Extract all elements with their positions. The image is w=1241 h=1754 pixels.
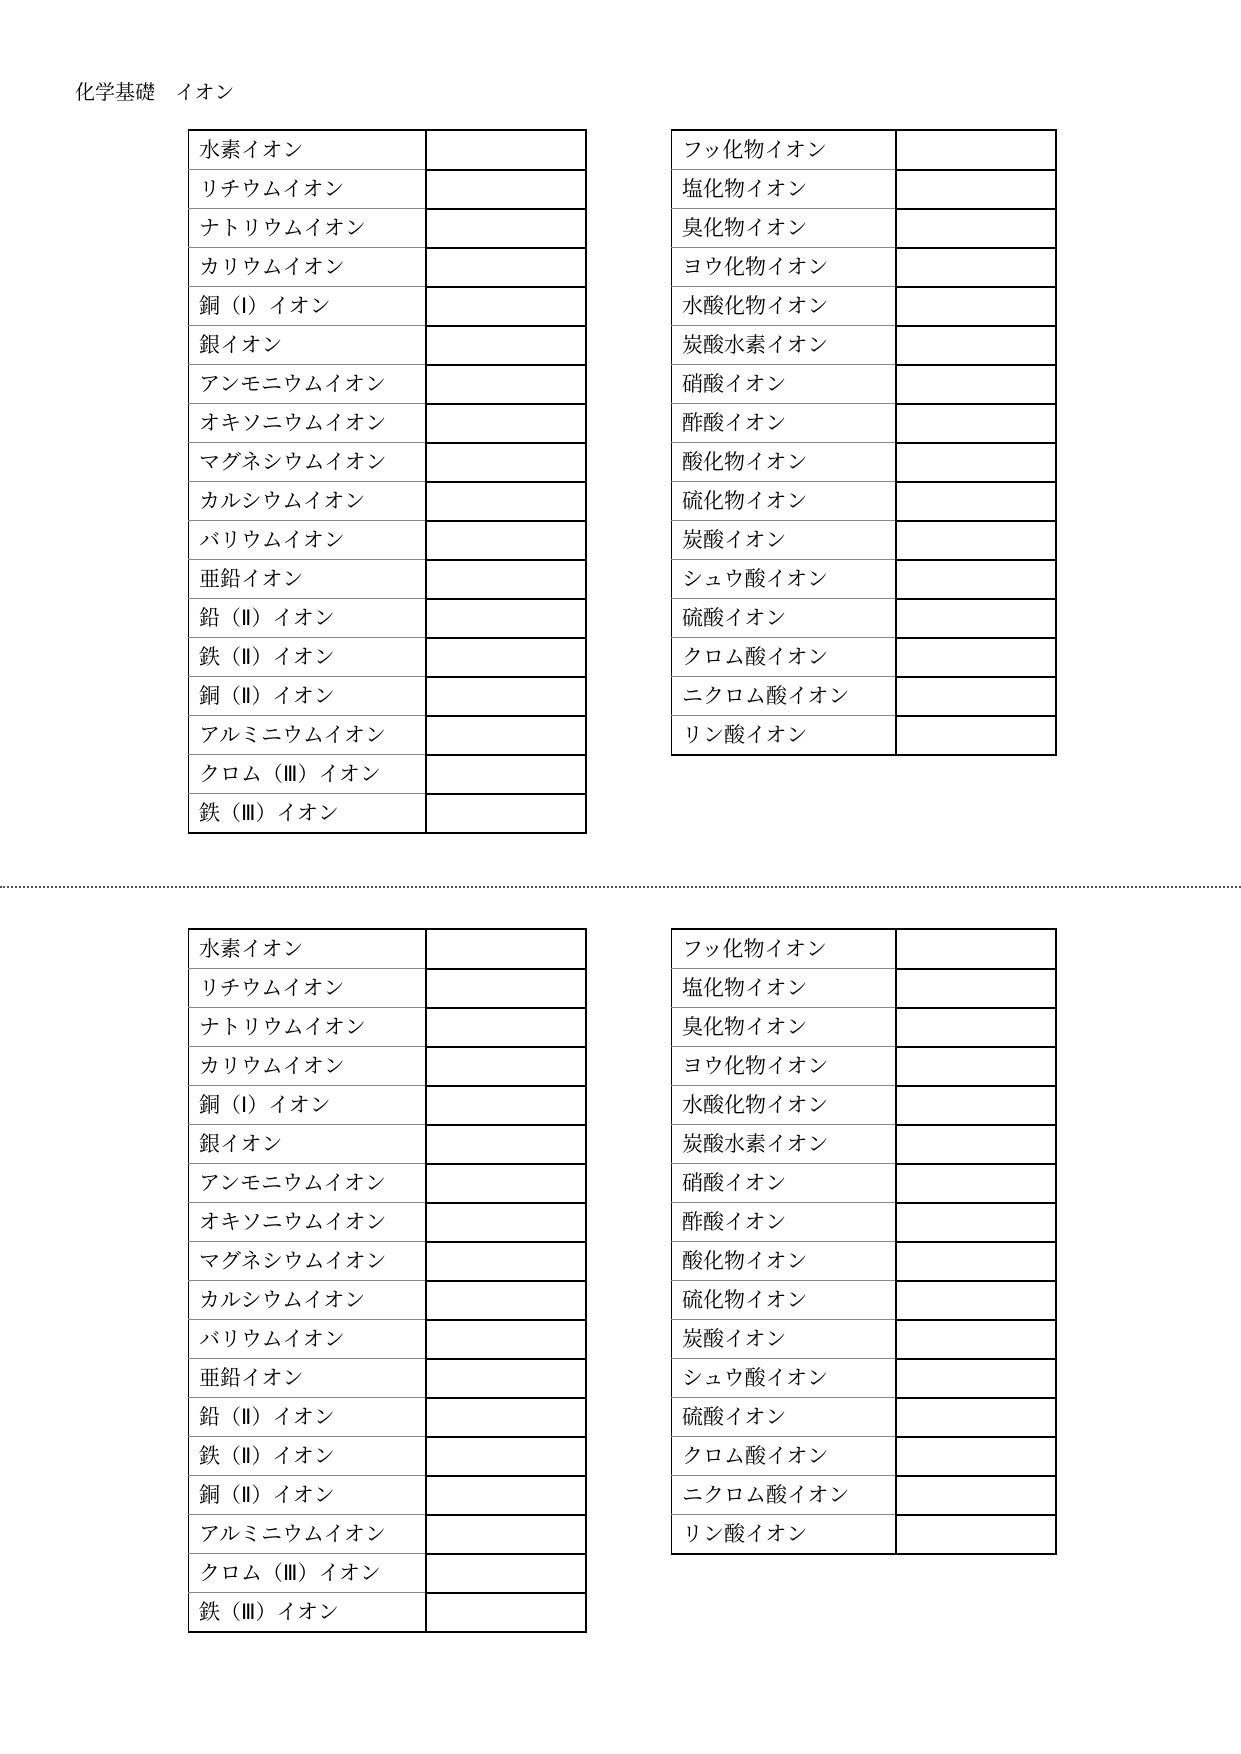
table-row <box>672 287 1056 326</box>
ion-name-cell: 亜鉛イオン <box>189 1359 426 1398</box>
answer-cell[interactable] <box>896 326 1056 365</box>
answer-cell[interactable] <box>896 170 1056 209</box>
table-row <box>189 1047 586 1086</box>
ion-name-cell: 鉄（Ⅱ）イオン <box>189 638 426 677</box>
table-row <box>189 365 586 404</box>
table-row <box>672 365 1056 404</box>
ion-name-cell: 亜鉛イオン <box>189 560 426 599</box>
ion-name-cell: 水素イオン <box>189 929 426 969</box>
table-row <box>189 443 586 482</box>
table-row <box>189 130 586 170</box>
ion-name-cell: 銅（Ⅱ）イオン <box>189 677 426 716</box>
table-row <box>672 1437 1056 1476</box>
ion-name-cell: 銀イオン <box>189 326 426 365</box>
table-row <box>672 404 1056 443</box>
answer-cell[interactable] <box>426 1359 586 1398</box>
ion-name-cell: アルミニウムイオン <box>189 1515 426 1554</box>
answer-cell[interactable] <box>896 1242 1056 1281</box>
answer-cell[interactable] <box>896 365 1056 404</box>
answer-cell[interactable] <box>896 1476 1056 1515</box>
table-row <box>189 677 586 716</box>
answer-cell[interactable] <box>426 1203 586 1242</box>
table-row <box>189 755 586 794</box>
table-row <box>672 1320 1056 1359</box>
ion-name-cell: アンモニウムイオン <box>189 365 426 404</box>
ion-name-cell: 硝酸イオン <box>672 1164 896 1203</box>
table-row <box>672 1047 1056 1086</box>
dotted-cut-line <box>0 886 1241 888</box>
answer-cell[interactable] <box>426 1476 586 1515</box>
answer-cell[interactable] <box>426 755 586 794</box>
ion-name-cell: 硫酸イオン <box>672 599 896 638</box>
answer-cell[interactable] <box>896 443 1056 482</box>
ion-name-cell: カルシウムイオン <box>189 1281 426 1320</box>
page-title: 化学基礎 イオン <box>75 80 235 104</box>
ion-name-cell: カリウムイオン <box>189 1047 426 1086</box>
ion-name-cell: 鉄（Ⅲ）イオン <box>189 1593 426 1633</box>
table-row <box>672 1008 1056 1047</box>
table-row <box>672 599 1056 638</box>
ion-name-cell: ニクロム酸イオン <box>672 677 896 716</box>
table-row <box>189 170 586 209</box>
table-row <box>672 677 1056 716</box>
ion-name-cell: 塩化物イオン <box>672 170 896 209</box>
answer-cell[interactable] <box>896 1008 1056 1047</box>
ion-name-cell: リチウムイオン <box>189 170 426 209</box>
ion-name-cell: クロム（Ⅲ）イオン <box>189 755 426 794</box>
answer-cell[interactable] <box>426 929 586 969</box>
answer-cell[interactable] <box>896 1203 1056 1242</box>
table-row <box>189 1515 586 1554</box>
answer-cell[interactable] <box>896 209 1056 248</box>
answer-cell[interactable] <box>896 560 1056 599</box>
answer-cell[interactable] <box>896 1281 1056 1320</box>
table-row <box>189 638 586 677</box>
cation-table <box>188 928 587 1633</box>
table-row <box>189 1086 586 1125</box>
answer-cell[interactable] <box>426 1320 586 1359</box>
table-row <box>189 1281 586 1320</box>
ion-name-cell: リン酸イオン <box>672 716 896 756</box>
answer-cell[interactable] <box>426 716 586 755</box>
table-row <box>672 1086 1056 1125</box>
answer-cell[interactable] <box>426 1398 586 1437</box>
ion-name-cell: アンモニウムイオン <box>189 1164 426 1203</box>
table-row <box>189 1008 586 1047</box>
ion-name-cell: 銀イオン <box>189 1125 426 1164</box>
ion-name-cell: ナトリウムイオン <box>189 209 426 248</box>
answer-cell[interactable] <box>896 404 1056 443</box>
answer-cell[interactable] <box>426 638 586 677</box>
ion-name-cell: 酸化物イオン <box>672 1242 896 1281</box>
ion-name-cell: 炭酸イオン <box>672 521 896 560</box>
table-row <box>672 969 1056 1008</box>
answer-cell[interactable] <box>426 1125 586 1164</box>
table-row <box>672 170 1056 209</box>
ion-name-cell: 銅（Ⅰ）イオン <box>189 287 426 326</box>
table-row <box>189 287 586 326</box>
table-row <box>189 1203 586 1242</box>
ion-name-cell: リチウムイオン <box>189 969 426 1008</box>
answer-cell[interactable] <box>896 929 1056 969</box>
ion-name-cell: 塩化物イオン <box>672 969 896 1008</box>
answer-cell[interactable] <box>426 794 586 834</box>
table-row <box>189 794 586 834</box>
ion-name-cell: 鉄（Ⅱ）イオン <box>189 1437 426 1476</box>
answer-cell[interactable] <box>896 287 1056 326</box>
table-row <box>672 521 1056 560</box>
table-row <box>672 326 1056 365</box>
answer-cell[interactable] <box>896 1164 1056 1203</box>
answer-cell[interactable] <box>896 248 1056 287</box>
ion-name-cell: 硫化物イオン <box>672 1281 896 1320</box>
ion-name-cell: 水酸化物イオン <box>672 287 896 326</box>
ion-name-cell: マグネシウムイオン <box>189 1242 426 1281</box>
answer-cell[interactable] <box>896 482 1056 521</box>
answer-cell[interactable] <box>896 1398 1056 1437</box>
ion-name-cell: フッ化物イオン <box>672 929 896 969</box>
ion-name-cell: 鉄（Ⅲ）イオン <box>189 794 426 834</box>
table-row <box>189 1476 586 1515</box>
table-row <box>189 1320 586 1359</box>
table-row <box>189 482 586 521</box>
answer-cell[interactable] <box>896 969 1056 1008</box>
table-row <box>189 1242 586 1281</box>
answer-cell[interactable] <box>896 716 1056 756</box>
answer-cell[interactable] <box>896 521 1056 560</box>
table-row <box>672 443 1056 482</box>
ion-name-cell: マグネシウムイオン <box>189 443 426 482</box>
answer-cell[interactable] <box>896 1359 1056 1398</box>
table-row <box>189 599 586 638</box>
table-row <box>189 1554 586 1593</box>
answer-cell[interactable] <box>426 209 586 248</box>
ion-name-cell: 水酸化物イオン <box>672 1086 896 1125</box>
answer-cell[interactable] <box>896 1086 1056 1125</box>
answer-cell[interactable] <box>426 365 586 404</box>
table-row <box>672 130 1056 170</box>
ion-name-cell: クロム（Ⅲ）イオン <box>189 1554 426 1593</box>
table-row <box>189 1164 586 1203</box>
ion-name-cell: 銅（Ⅰ）イオン <box>189 1086 426 1125</box>
answer-cell[interactable] <box>896 1437 1056 1476</box>
answer-cell[interactable] <box>426 443 586 482</box>
table-row <box>672 482 1056 521</box>
answer-cell[interactable] <box>426 560 586 599</box>
cation-table <box>188 129 587 834</box>
ion-name-cell: ニクロム酸イオン <box>672 1476 896 1515</box>
anion-table <box>671 928 1057 1555</box>
answer-cell[interactable] <box>426 1008 586 1047</box>
answer-cell[interactable] <box>426 1515 586 1554</box>
ion-name-cell: カリウムイオン <box>189 248 426 287</box>
ion-name-cell: 硝酸イオン <box>672 365 896 404</box>
answer-cell[interactable] <box>896 130 1056 170</box>
answer-cell[interactable] <box>896 638 1056 677</box>
answer-cell[interactable] <box>426 969 586 1008</box>
ion-name-cell: ナトリウムイオン <box>189 1008 426 1047</box>
ion-name-cell: オキソニウムイオン <box>189 404 426 443</box>
answer-cell[interactable] <box>896 1515 1056 1555</box>
answer-cell[interactable] <box>426 482 586 521</box>
answer-cell[interactable] <box>426 326 586 365</box>
answer-cell[interactable] <box>426 1164 586 1203</box>
answer-cell[interactable] <box>426 1086 586 1125</box>
answer-cell[interactable] <box>426 1437 586 1476</box>
ion-name-cell: 銅（Ⅱ）イオン <box>189 1476 426 1515</box>
ion-name-cell: リン酸イオン <box>672 1515 896 1555</box>
answer-cell[interactable] <box>896 1125 1056 1164</box>
table-row <box>672 929 1056 969</box>
ion-name-cell: 炭酸水素イオン <box>672 1125 896 1164</box>
table-row <box>672 1125 1056 1164</box>
ion-name-cell: 臭化物イオン <box>672 209 896 248</box>
table-row <box>189 560 586 599</box>
answer-cell[interactable] <box>426 1593 586 1633</box>
answer-cell[interactable] <box>426 1554 586 1593</box>
table-row <box>672 1398 1056 1437</box>
anion-table <box>671 129 1057 756</box>
answer-cell[interactable] <box>896 599 1056 638</box>
table-row <box>189 521 586 560</box>
table-row <box>189 716 586 755</box>
ion-name-cell: ヨウ化物イオン <box>672 1047 896 1086</box>
table-row <box>672 1359 1056 1398</box>
answer-cell[interactable] <box>896 677 1056 716</box>
table-row <box>189 1359 586 1398</box>
ion-name-cell: 水素イオン <box>189 130 426 170</box>
ion-name-cell: バリウムイオン <box>189 1320 426 1359</box>
ion-name-cell: 硫化物イオン <box>672 482 896 521</box>
table-row <box>189 1398 586 1437</box>
ion-name-cell: 臭化物イオン <box>672 1008 896 1047</box>
answer-cell[interactable] <box>896 1320 1056 1359</box>
table-row <box>189 1437 586 1476</box>
table-row <box>189 1125 586 1164</box>
answer-cell[interactable] <box>426 521 586 560</box>
answer-cell[interactable] <box>426 404 586 443</box>
answer-cell[interactable] <box>426 1281 586 1320</box>
table-row <box>189 969 586 1008</box>
ion-name-cell: バリウムイオン <box>189 521 426 560</box>
answer-cell[interactable] <box>426 1047 586 1086</box>
table-row <box>672 209 1056 248</box>
answer-cell[interactable] <box>426 599 586 638</box>
table-row <box>672 560 1056 599</box>
ion-name-cell: オキソニウムイオン <box>189 1203 426 1242</box>
ion-name-cell: フッ化物イオン <box>672 130 896 170</box>
table-row <box>672 248 1056 287</box>
table-row <box>672 1476 1056 1515</box>
ion-name-cell: 酢酸イオン <box>672 1203 896 1242</box>
table-row <box>189 929 586 969</box>
table-row <box>189 326 586 365</box>
answer-cell[interactable] <box>426 130 586 170</box>
table-row <box>672 1281 1056 1320</box>
ion-name-cell: ヨウ化物イオン <box>672 248 896 287</box>
table-row <box>672 638 1056 677</box>
ion-name-cell: 鉛（Ⅱ）イオン <box>189 599 426 638</box>
table-row <box>672 1203 1056 1242</box>
answer-cell[interactable] <box>426 248 586 287</box>
answer-cell[interactable] <box>426 170 586 209</box>
ion-name-cell: クロム酸イオン <box>672 638 896 677</box>
ion-name-cell: 酸化物イオン <box>672 443 896 482</box>
answer-cell[interactable] <box>896 1047 1056 1086</box>
table-row <box>672 1242 1056 1281</box>
ion-name-cell: 硫酸イオン <box>672 1398 896 1437</box>
answer-cell[interactable] <box>426 1242 586 1281</box>
table-row <box>189 1593 586 1633</box>
table-row <box>189 248 586 287</box>
table-row <box>189 404 586 443</box>
ion-name-cell: 炭酸イオン <box>672 1320 896 1359</box>
table-row <box>189 209 586 248</box>
ion-name-cell: 酢酸イオン <box>672 404 896 443</box>
ion-name-cell: クロム酸イオン <box>672 1437 896 1476</box>
answer-cell[interactable] <box>426 677 586 716</box>
ion-name-cell: シュウ酸イオン <box>672 560 896 599</box>
ion-name-cell: 鉛（Ⅱ）イオン <box>189 1398 426 1437</box>
ion-name-cell: カルシウムイオン <box>189 482 426 521</box>
table-row <box>672 1164 1056 1203</box>
ion-name-cell: アルミニウムイオン <box>189 716 426 755</box>
table-row <box>672 1515 1056 1555</box>
answer-cell[interactable] <box>426 287 586 326</box>
ion-name-cell: シュウ酸イオン <box>672 1359 896 1398</box>
table-row <box>672 716 1056 756</box>
ion-name-cell: 炭酸水素イオン <box>672 326 896 365</box>
